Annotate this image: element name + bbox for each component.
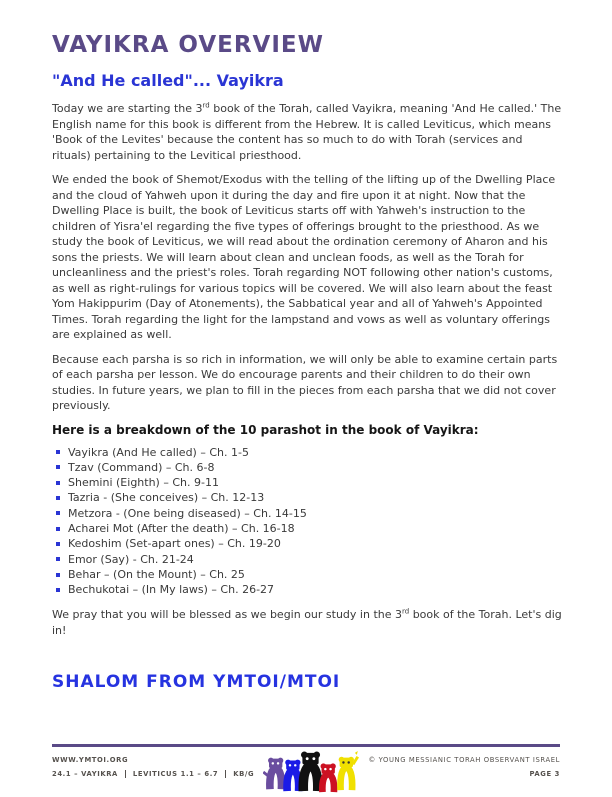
list-item-label: Behar – (On the Mount) – Ch. 25 [68, 567, 245, 581]
footer-divider-rule [52, 744, 560, 747]
list-item [56, 567, 564, 582]
list-item [56, 460, 564, 475]
intro-paragraph [52, 101, 564, 163]
bullet-square-icon [56, 481, 60, 485]
bullet-square-icon [56, 465, 60, 469]
shalom-heading: SHALOM FROM YMTOI/MTOI [52, 672, 341, 693]
list-item [56, 490, 564, 505]
page-subtitle: "And He called"... Vayikra [52, 71, 284, 90]
list-item [56, 552, 564, 567]
list-item-label: Metzora - (One being diseased) – Ch. 14-15 [68, 506, 307, 520]
intro-paragraph-text: Today we are starting the 3 [52, 102, 203, 115]
bullet-square-icon [56, 542, 60, 546]
footer-row [52, 754, 560, 797]
closing-paragraph [52, 607, 564, 638]
ordinal-superscript: rd [402, 607, 410, 616]
bullet-square-icon [56, 511, 60, 515]
page-content [52, 32, 564, 692]
bullet-square-icon [56, 450, 60, 454]
bullet-square-icon [56, 496, 60, 500]
logo-figure-blue [286, 760, 301, 792]
list-item-label: Bechukotai – (In My laws) – Ch. 26-27 [68, 583, 275, 597]
bullet-square-icon [56, 527, 60, 531]
footer-author-initials: KB/G [233, 769, 255, 778]
list-item-label: Shemini (Eighth) – Ch. 9-11 [68, 476, 219, 490]
list-item [56, 521, 564, 536]
list-item [56, 445, 564, 460]
logo-figure-purple [264, 758, 284, 790]
parashot-list-heading: Here is a breakdown of the 10 parashot in the book of Vayikra: [52, 422, 479, 437]
logo-figure-black [301, 751, 320, 791]
list-item-label: Emor (Say) - Ch. 21-24 [68, 552, 194, 566]
bullet-square-icon [56, 573, 60, 577]
footer-right-block [369, 754, 561, 781]
list-item-label: Kedoshim (Set-apart ones) – Ch. 19-20 [68, 537, 281, 551]
footer-scripture-ref: LEVITICUS 1.1 – 6.7 [132, 769, 219, 778]
list-item [56, 506, 564, 521]
list-item-label: Tzav (Command) – Ch. 6-8 [68, 460, 215, 474]
logo-figure-red [321, 763, 336, 792]
footer-lesson-line [52, 768, 254, 782]
ymtoi-logo [263, 751, 359, 797]
footer-website: WWW.YMTOI.ORG [52, 756, 129, 764]
intro-paragraph-text-cont: book of the Torah, called Vayikra, meaning 'And He called.' The English name for this book is different from the Hebrew. It is called Leviticus, which means 'Book of the Levites' because the content has so much to do with Torah (services and rituals) pertaining to the Levitical priesthood. [52, 102, 562, 162]
list-item [56, 536, 564, 551]
list-item-label: Vayikra (And He called) – Ch. 1-5 [68, 445, 249, 459]
footer-lesson-ref: 24.1 – VAYIKRA [52, 769, 118, 778]
footer-separator [125, 770, 126, 778]
bullet-square-icon [56, 588, 60, 592]
closing-paragraph-text: We pray that you will be blessed as we begin our study in the 3 [52, 608, 402, 622]
bullet-square-icon [56, 557, 60, 561]
list-item [56, 475, 564, 490]
logo-figure-yellow [339, 751, 358, 790]
parashot-list [52, 445, 564, 598]
list-item [56, 582, 564, 597]
footer-page-number: PAGE 3 [529, 769, 560, 778]
page-footer [52, 744, 560, 797]
footer-left-block [52, 754, 254, 781]
ymtoi-figures-logo-icon [263, 751, 359, 793]
footer-separator [225, 770, 226, 778]
closing-paragraph-text-cont: book of the Torah. Let's dig in! [52, 608, 562, 637]
list-item-label: Acharei Mot (After the death) – Ch. 16-18 [68, 521, 295, 535]
ordinal-superscript: rd [202, 101, 210, 110]
page-title: VAYIKRA OVERVIEW [52, 32, 324, 58]
footer-copyright: © YOUNG MESSIANIC TORAH OBSERVANT ISRAEL [368, 756, 560, 764]
shemot-recap-paragraph: We ended the book of Shemot/Exodus with the telling of the lifting up of the Dwelling Place and the cloud of Yahweh upon it during the day and fire upon it at night. Now that the Dwelling Place is built, the book of Leviticus starts off with Yahweh's instruction to the children of Yisra'el regarding the five types of offerings brought to the priesthood. As we study the book of Leviticus, we will read about the ordination ceremony of Aharon and his sons the priests. We will learn about clean and unclean foods, as well as the Torah for uncleanliness and the priest's roles. Torah regarding NOT following other nation's customs, as well as right-rulings for various topics will be covered. We will also learn about the feast Yom Hakippurim (Day of Atonements), the Sabbatical year and all of Yahweh's Appointed Times. Torah regarding the light for the lampstand and vows as well as voluntary offerings are explained as well. [52, 173, 556, 341]
parsha-study-paragraph: Because each parsha is so rich in information, we will only be able to examine certain parts of each parsha per lesson. We do encourage parents and their children to do their own studies. In future years, we plan to fill in the pieces from each parsha that we did not cover previously. [52, 352, 558, 412]
list-item-label: Tazria - (She conceives) – Ch. 12-13 [68, 491, 265, 505]
